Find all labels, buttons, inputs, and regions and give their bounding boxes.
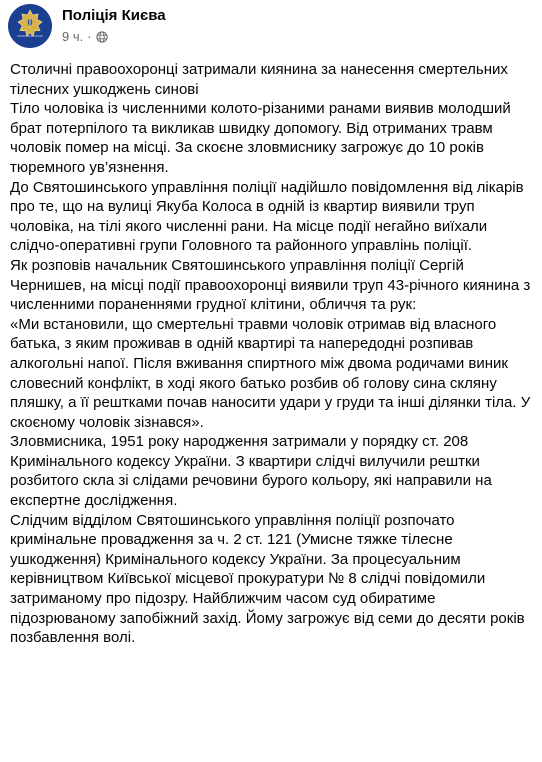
globe-icon[interactable] [96,31,108,43]
police-badge-icon [8,4,52,48]
post-meta [62,4,166,45]
post-header [8,4,166,48]
page-name-link[interactable]: Поліція Києва [62,7,166,24]
post-time-link[interactable]: 9 ч. [62,29,84,44]
post-subline [62,29,166,45]
post-text: Столичні правоохоронці затримали киянина за нанесення смертельних тілесних ушкоджень синові Тіло чоловіка із численними колото-різаними ранами виявив молодший брат потерпілого та викликав швидку допомогу. Від отриманих травм чоловік помер на місці. За скоєне зловмиснику загрожує до 10 років тюремного ув’язнення. До Святошинського управління поліції надійшло повідомлення від лікарів про те, що на вулиці Якуба Колоса в одній із квартир виявили труп чоловіка, на тілі якого численні рани. На місце події негайно виїхали слідчо-оперативні групи Головного та районного управлінь поліції. Як розповів начальник Святошинського управління поліції Сергій Чернишев, на місці події правоохоронці виявили труп 43-річного киянина з численними пораненнями грудної клітини, обличчя та рук: «Ми встановили, що смертельні травми чоловік отримав від власного батька, з яким проживав в одній квартирі та напередодні розпивав алкогольні напої. Після вживання спиртного між двома родичами виник словесний конфлікт, в ході якого батько розбив об голову сина скляну пляшку, а її рештками почав наносити удари у груди та інші ділянки тіла. У скоєному чоловік зізнався». Зловмисника, 1951 року народження затримали у порядку ст. 208 Кримінального кодексу України. З квартири слідчі вилучили рештки розбитого скла зі слідами речовини бурого кольору, які направили на експертне дослідження. Слідчим відділом Святошинського управління поліції розпочато кримінальне провадження за ч. 2 ст. 121 (Умисне тяжке тілесне ушкодження) Кримінального кодексу України. За процесуальним керівництвом Київської місцевої прокуратури № 8 слідчі повідомили затриманому про підозру. Найближчим часом суд обиратиме підозрюваному запобіжний захід. Йому загрожує від семи до десяти років позбавлення волі. [10,61,531,647]
page-avatar[interactable] [8,4,52,48]
meta-separator: · [87,29,92,44]
